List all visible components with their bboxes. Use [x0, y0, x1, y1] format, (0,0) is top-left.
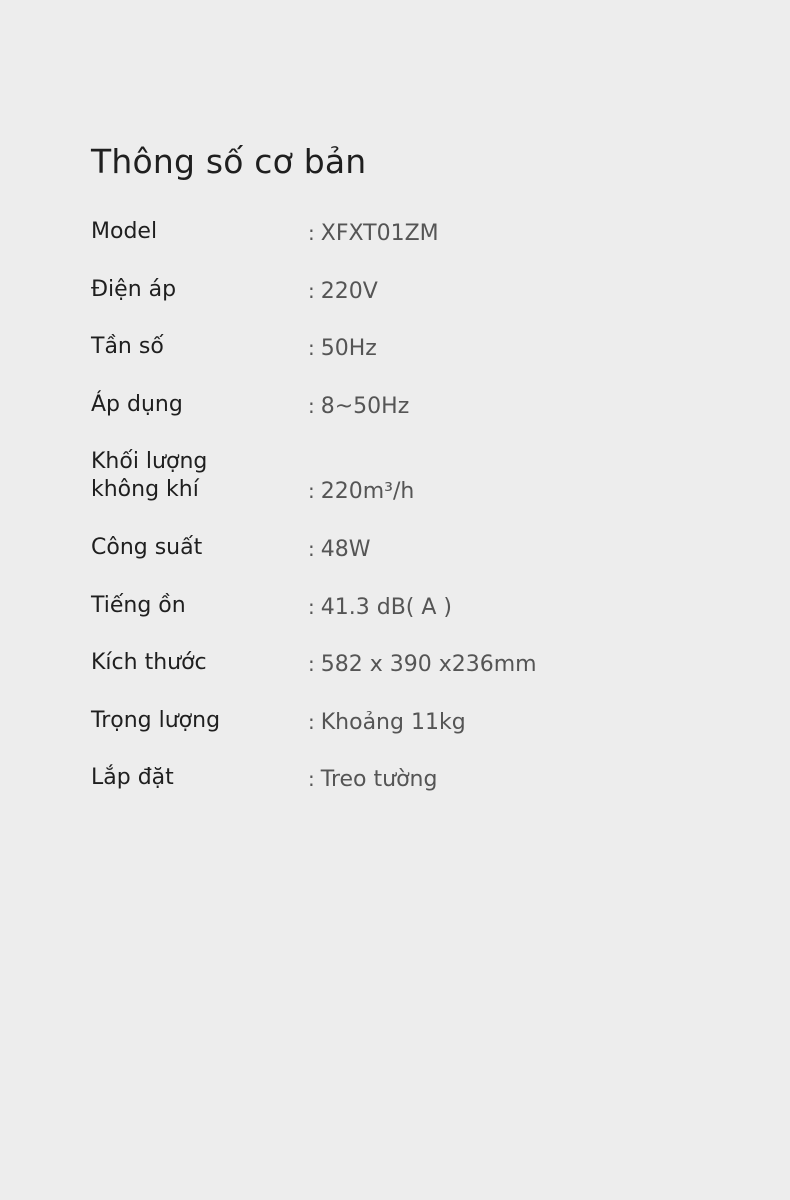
spec-label: Tiếng ồn — [91, 592, 186, 618]
spec-value-wrap — [308, 648, 537, 679]
spec-label: Kích thước — [91, 650, 207, 676]
spec-colon: : — [308, 278, 315, 303]
spec-value-wrap — [308, 706, 466, 737]
spec-row-installation — [91, 764, 711, 794]
spec-value: 48W — [320, 536, 371, 562]
spec-value-wrap — [308, 591, 452, 622]
spec-value: 220V — [320, 278, 378, 304]
spec-label: Trọng lượng — [91, 707, 221, 733]
spec-value: XFXT01ZM — [320, 221, 439, 246]
spec-value: 41.3 dB( A ) — [320, 594, 452, 620]
spec-value: Khoảng 11kg — [320, 709, 466, 735]
spec-label: Điện áp — [91, 276, 177, 302]
spec-value-wrap — [308, 390, 409, 421]
spec-row-frequency — [91, 333, 711, 363]
spec-list — [91, 218, 711, 822]
spec-value-wrap — [308, 763, 437, 794]
spec-row-power — [91, 534, 711, 564]
spec-label: Công suất — [91, 534, 203, 560]
spec-value-wrap — [308, 332, 377, 363]
spec-row-weight — [91, 707, 711, 737]
spec-value-wrap — [308, 275, 378, 306]
page-title: Thông số cơ bản — [91, 142, 367, 181]
spec-row-application — [91, 391, 711, 421]
spec-label: Model — [91, 219, 158, 244]
spec-row-model — [91, 218, 711, 248]
spec-colon: : — [308, 479, 315, 504]
spec-value: 8~50Hz — [320, 393, 410, 419]
spec-value: 50Hz — [320, 336, 377, 362]
spec-row-voltage — [91, 276, 711, 306]
spec-colon: : — [308, 221, 315, 245]
spec-value-wrap — [308, 217, 439, 248]
spec-colon: : — [308, 393, 315, 418]
spec-colon: : — [308, 536, 315, 561]
spec-value: 582 x 390 x236mm — [320, 652, 537, 678]
spec-row-airflow — [91, 448, 711, 506]
spec-colon: : — [308, 594, 315, 619]
spec-value: 220m³/h — [320, 479, 415, 505]
spec-row-dimensions — [91, 649, 711, 679]
spec-colon: : — [308, 652, 315, 677]
spec-label: Khối lượng không khí — [91, 449, 208, 503]
spec-value: Treo tường — [320, 767, 438, 793]
spec-label: Áp dụng — [91, 391, 183, 417]
spec-label: Tần số — [91, 334, 164, 360]
spec-value-wrap — [308, 533, 371, 564]
spec-colon: : — [308, 767, 315, 792]
spec-colon: : — [308, 709, 315, 734]
spec-row-noise — [91, 592, 711, 622]
spec-value-wrap — [308, 475, 414, 506]
spec-label: Lắp đặt — [91, 765, 174, 791]
spec-colon: : — [308, 336, 315, 361]
spec-sheet — [91, 140, 711, 793]
